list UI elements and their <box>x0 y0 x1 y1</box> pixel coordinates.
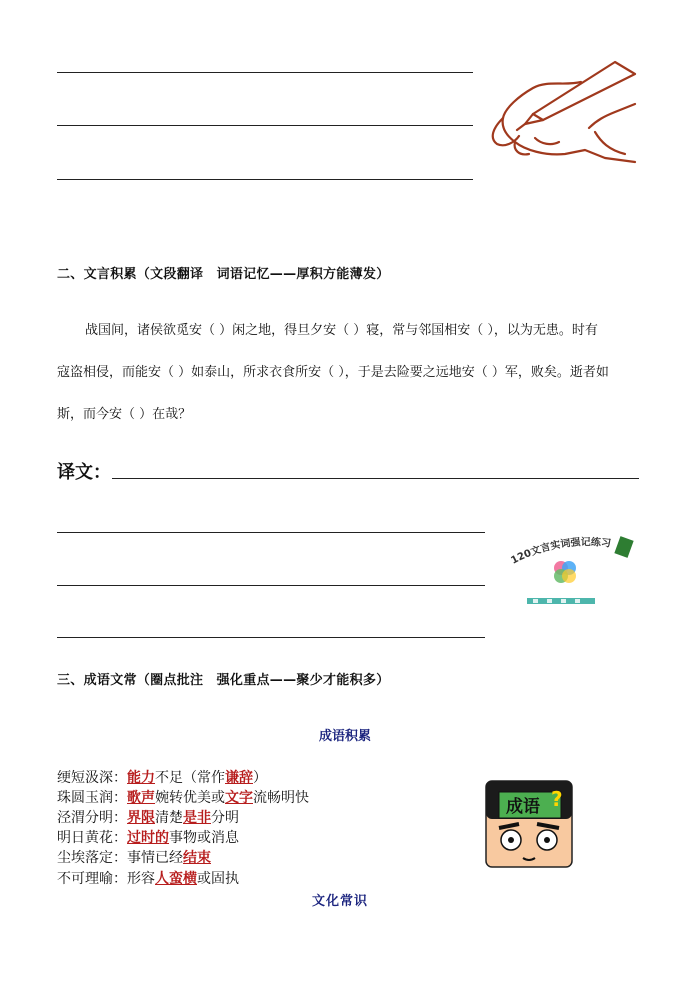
idiom-separator: ： <box>113 810 127 826</box>
section-title-classical: 二、文言积累（文段翻译 词语记忆——厚积方能薄发） <box>57 267 390 282</box>
idiom-text: 事情已经 <box>127 850 183 866</box>
logo-text: 120文言实词强记练习 <box>509 537 612 567</box>
idiom-term: 泾渭分明 <box>57 810 113 826</box>
idiom-separator: ： <box>113 830 127 846</box>
writing-line-3 <box>57 179 473 180</box>
idiom-text: 清楚 <box>155 810 183 826</box>
translation-line-4[interactable] <box>57 637 485 638</box>
idiom-separator: ： <box>113 770 127 786</box>
idiom-text: 分明 <box>211 810 239 826</box>
practice-logo-icon <box>505 530 645 610</box>
idiom-term: 不可理喻 <box>57 871 113 887</box>
idiom-separator: ： <box>113 850 127 866</box>
idiom-row <box>57 848 211 868</box>
idiom-term: 珠圆玉润 <box>57 790 113 806</box>
writing-line-2 <box>57 125 473 126</box>
translation-line-1[interactable] <box>112 478 639 479</box>
idiom-text: 事物或消息 <box>169 830 239 846</box>
paragraph-line-2: 寇盗相侵，而能安（ ）如泰山，所求衣食所安（ ），于是去险要之远地安（ ）军，败矣。逝者如 <box>57 365 609 380</box>
idiom-row <box>57 828 239 848</box>
cartoon-label: 成语 <box>506 797 540 817</box>
idiom-text: 婉转优美或 <box>155 790 225 806</box>
hand-writing-icon <box>485 58 645 166</box>
idiom-keyword: 文字 <box>225 790 253 806</box>
idiom-keyword: 谦辞 <box>225 770 253 786</box>
paragraph-line-1: 战国间，诸侯欲觅安（ ）闲之地，得旦夕安（ ）寝，常与邻国相安（ ），以为无患。时有 <box>85 323 598 338</box>
translation-line-2[interactable] <box>57 532 485 533</box>
idiom-text: ） <box>253 770 267 786</box>
idiom-text: 流畅明快 <box>253 790 309 806</box>
idiom-separator: ： <box>113 790 127 806</box>
idiom-term: 明日黄花 <box>57 830 113 846</box>
idiom-text: 不足（常作 <box>155 770 225 786</box>
idiom-row <box>57 808 239 828</box>
paragraph-line-3: 斯，而今安（ ）在哉？ <box>57 407 192 422</box>
idiom-row <box>57 788 309 808</box>
culture-heading: 文化常识 <box>312 894 369 909</box>
translation-line-3[interactable] <box>57 585 485 586</box>
idiom-row <box>57 768 267 788</box>
idiom-term: 尘埃落定 <box>57 850 113 866</box>
idiom-keyword: 是非 <box>183 810 211 826</box>
idiom-heading: 成语积累 <box>319 729 372 744</box>
svg-text:?: ? <box>551 787 563 811</box>
idiom-keyword: 歌声 <box>127 790 155 806</box>
idiom-keyword: 结束 <box>183 850 211 866</box>
idiom-keyword: 界限 <box>127 810 155 826</box>
writing-line-1 <box>57 72 473 73</box>
section-title-idioms: 三、成语文常（圈点批注 强化重点——聚少才能积多） <box>57 673 390 688</box>
idiom-separator: ： <box>113 871 127 887</box>
idiom-keyword: 过时的 <box>127 830 169 846</box>
idiom-term: 绠短汲深 <box>57 770 113 786</box>
idiom-text: 或固执 <box>197 871 239 887</box>
translation-label: 译文： <box>57 462 111 483</box>
idiom-cartoon-icon <box>485 780 575 870</box>
idiom-keyword: 能力 <box>127 770 155 786</box>
idiom-keyword: 人蛮横 <box>155 871 197 887</box>
idiom-text: 形容 <box>127 871 155 887</box>
idiom-row <box>57 869 239 889</box>
